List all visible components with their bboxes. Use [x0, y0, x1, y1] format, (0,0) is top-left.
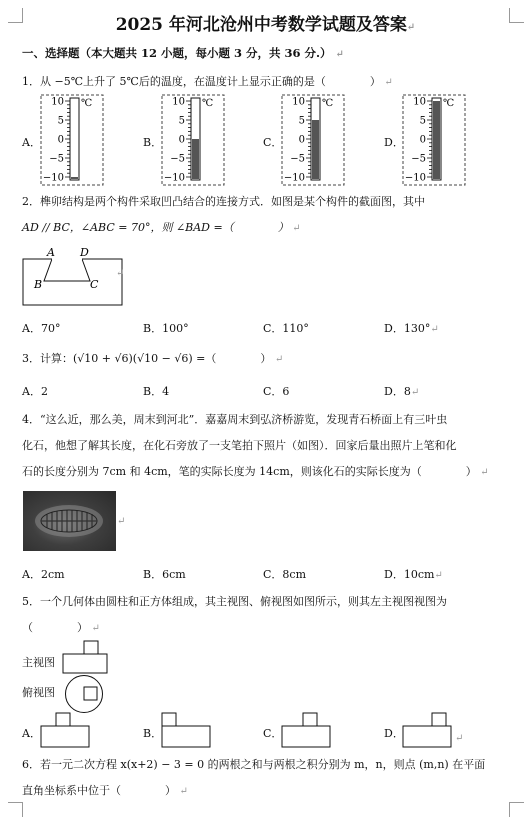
- option-row-return-mark: ↵: [455, 733, 464, 744]
- q5-option-a-label: A．: [22, 727, 41, 740]
- q3-option-d: D．8↵: [384, 385, 420, 398]
- thermometer-d: [402, 94, 466, 186]
- q3-option-b: B．4: [143, 385, 170, 398]
- label-c: C: [90, 278, 99, 291]
- question-1-text: 1．从 −5℃上升了 5℃后的温度，在温度计上显示正确的是（ ） ↵: [22, 75, 393, 88]
- thermometer-c: [281, 94, 345, 186]
- question-4-line1: 4．“这么近，那么美，周末到河北”．嘉嘉周末到弘济桥游览，发现青石桥面上有三叶虫: [22, 413, 448, 426]
- q4-option-a: A．2cm: [22, 568, 65, 581]
- label-a: A: [47, 246, 55, 259]
- question-2-line2: AD // BC，∠ABC = 70°，则 ∠BAD =（ ） ↵: [22, 221, 301, 234]
- document-title: 2025 年河北沧州中考数学试题及答案↵: [115, 15, 416, 35]
- q1-option-a-label: A．: [22, 136, 41, 149]
- thermometer-tube: [70, 98, 79, 180]
- thermometer-tick-label: 10: [413, 96, 426, 108]
- q4-option-c: C．8cm: [263, 568, 307, 581]
- crop-mark-bottom-left: [8, 802, 23, 817]
- main-view-figure: [62, 640, 108, 674]
- fossil-photo: [23, 491, 116, 551]
- thermometer-tick-label: 0: [298, 134, 305, 146]
- thermometer-tick-label: −5: [49, 153, 64, 165]
- label-d: D: [80, 246, 89, 259]
- thermometer-fill: [312, 120, 319, 179]
- thermometer-tick-label: 10: [172, 96, 185, 108]
- section-header: 一、选择题（本大题共 12 小题，每小题 3 分，共 36 分.） ↵: [22, 46, 344, 60]
- crop-mark-bottom-right: [509, 802, 524, 817]
- thermometer-tick-label: 0: [419, 134, 426, 146]
- question-5-line1: 5．一个几何体由圆柱和正方体组成，其主视图、俯视图如图所示，则其左主视图视图为: [22, 595, 447, 608]
- q5-option-c-label: C．: [263, 727, 283, 740]
- question-4-line2: 化石，他想了解其长度，在化石旁放了一支笔拍下照片（如图）．回家后量出照片上笔和化: [22, 439, 457, 452]
- q4-option-b: B．6cm: [143, 568, 186, 581]
- q3-option-a: A．2: [22, 385, 48, 398]
- q5-option-d-label: D．: [384, 727, 404, 740]
- q5-option-b-label: B．: [143, 727, 163, 740]
- thermometer-tick-label: −5: [411, 153, 426, 165]
- q1-option-c-label: C．: [263, 136, 283, 149]
- photo-return-mark: ↵: [117, 516, 126, 527]
- figure-return-mark: ↵: [116, 268, 125, 279]
- thermometer-tick-label: 5: [57, 115, 64, 127]
- q5-option-c-figure: [281, 712, 331, 748]
- thermometer-tick-label: −5: [290, 153, 305, 165]
- question-6-line1: 6．若一元二次方程 x(x+2) − 3 = 0 的两根之和与两根之积分别为 m，n，则点 (m,n) 在平面: [22, 758, 486, 771]
- thermometer-tick-label: 5: [298, 115, 305, 127]
- q2-option-d: D．130°↵: [384, 322, 439, 335]
- top-view-label: 俯视图: [22, 686, 55, 699]
- thermometer-tick-label: 0: [57, 134, 64, 146]
- thermometer-unit: ℃: [81, 98, 93, 109]
- thermometer-fill: [71, 177, 78, 179]
- question-3-text: 3．计算：(√10 + √6)(√10 − √6) =（ ） ↵: [22, 352, 284, 365]
- q2-option-c: C．110°: [263, 322, 309, 335]
- thermometer-tick-label: 10: [51, 96, 64, 108]
- thermometer-unit: ℃: [202, 98, 214, 109]
- question-4-line3: 石的长度分别为 7cm 和 4cm，笔的实际长度为 14cm，则该化石的实际长度为（ ） ↵: [22, 465, 489, 478]
- mortise-tenon-figure: [20, 244, 130, 308]
- thermometer-tick-label: 5: [419, 115, 426, 127]
- q1-option-b-label: B．: [143, 136, 163, 149]
- thermometer-tick-label: −5: [170, 153, 185, 165]
- q3-option-c: C．6: [263, 385, 290, 398]
- thermometer-b: [161, 94, 225, 186]
- question-5-line2: （ ） ↵: [22, 621, 100, 634]
- thermometer-tick-label: 5: [178, 115, 185, 127]
- thermometer-tick-label: −10: [163, 172, 185, 184]
- q5-option-d-figure: [402, 712, 452, 748]
- q5-option-b-figure: [161, 712, 211, 748]
- q2-option-a: A．70°: [22, 322, 61, 335]
- thermometer-tick-label: −10: [404, 172, 426, 184]
- thermometer-tick-label: 10: [292, 96, 305, 108]
- thermometer-tick-label: 0: [178, 134, 185, 146]
- thermometer-unit: ℃: [322, 98, 334, 109]
- q2-option-b: B．100°: [143, 322, 189, 335]
- thermometer-a: [40, 94, 104, 186]
- thermometer-fill: [433, 101, 440, 179]
- top-view-figure: [64, 674, 104, 714]
- q4-option-d: D．10cm↵: [384, 568, 443, 581]
- label-b: B: [34, 278, 43, 291]
- q1-option-d-label: D．: [384, 136, 404, 149]
- thermometer-tick-label: −10: [42, 172, 64, 184]
- question-2-line1: 2．榫卯结构是两个构件采取凹凸结合的连接方式．如图是某个构件的截面图，其中: [22, 195, 425, 208]
- q5-option-a-figure: [40, 712, 90, 748]
- thermometer-tick-label: −10: [283, 172, 305, 184]
- thermometer-fill: [192, 139, 199, 179]
- thermometer-unit: ℃: [443, 98, 455, 109]
- question-6-line2: 直角坐标系中位于（ ） ↵: [22, 784, 188, 797]
- main-view-label: 主视图: [22, 656, 55, 669]
